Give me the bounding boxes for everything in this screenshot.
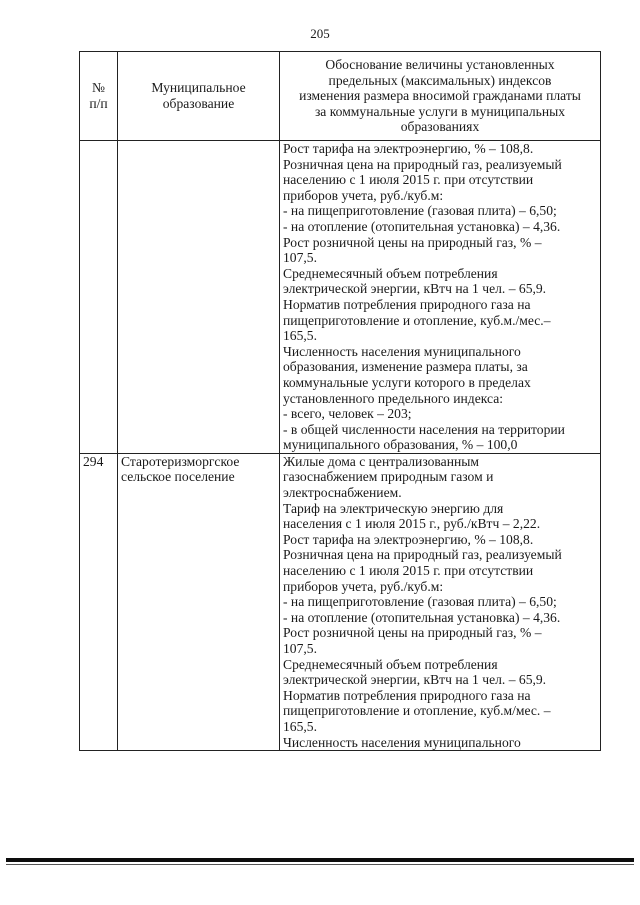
row-number — [80, 141, 118, 454]
row-municipality — [118, 141, 280, 454]
header-justification: Обоснование величины установленных предельных (максимальных) индексов изменения размера вносимой гражданами платы за коммунальные услуги в муниципальных образованиях — [280, 52, 601, 141]
table-row — [80, 453, 601, 750]
row-number: 294 — [80, 453, 118, 750]
header-municipality: Муниципальное образование — [118, 52, 280, 141]
header-num: № п/п — [80, 52, 118, 141]
scan-edge-line — [6, 864, 634, 865]
page-number: 205 — [310, 26, 330, 41]
row-justification: Жилые дома с централизованным газоснабжением природным газом и электроснабжением. Тариф на электрическую энергию для населения с 1 июля 2015 г., руб./кВтч – 2,22. Рост тарифа на электроэнергию, % – 108,8. Розничная цена на природный газ, реализуемый населению с 1 июля 2015 г. при отсутствии приборов учета, руб./куб.м: - на пищеприготовление (газовая плита) – 6,50; - на отопление (отопительная установка) – 4,36. Рост розничной цены на природный газ, % – 107,5. Среднемесячный объем потребления электрической энергии, кВтч на 1 чел. – 65,9. Норматив потребления природного газа на пищеприготовление и отопление, куб.м/мес. – 165,5. Численность населения муниципального — [280, 453, 601, 750]
indices-table — [79, 51, 601, 751]
scan-edge-bar — [6, 858, 634, 862]
row-justification: Рост тарифа на электроэнергию, % – 108,8. Розничная цена на природный газ, реализуемый населению с 1 июля 2015 г. при отсутствии приборов учета, руб./куб.м: - на пищеприготовление (газовая плита) – 6,50; - на отопление (отопительная установка) – 4,36. Рост розничной цены на природный газ, % – 107,5. Среднемесячный объем потребления электрической энергии, кВтч на 1 чел. – 65,9. Норматив потребления природного газа на пищеприготовление и отопление, куб.м./мес.– 165,5. Численность населения муниципального образования, изменение размера платы, за коммунальные услуги которого в пределах установленного предельного индекса: - всего, человек – 203; - в общей численности населения на территории муниципального образования, % – 100,0 — [280, 141, 601, 454]
table-header-row — [80, 52, 601, 141]
table-row — [80, 141, 601, 454]
row-municipality: Старотеризморгское сельское поселение — [118, 453, 280, 750]
